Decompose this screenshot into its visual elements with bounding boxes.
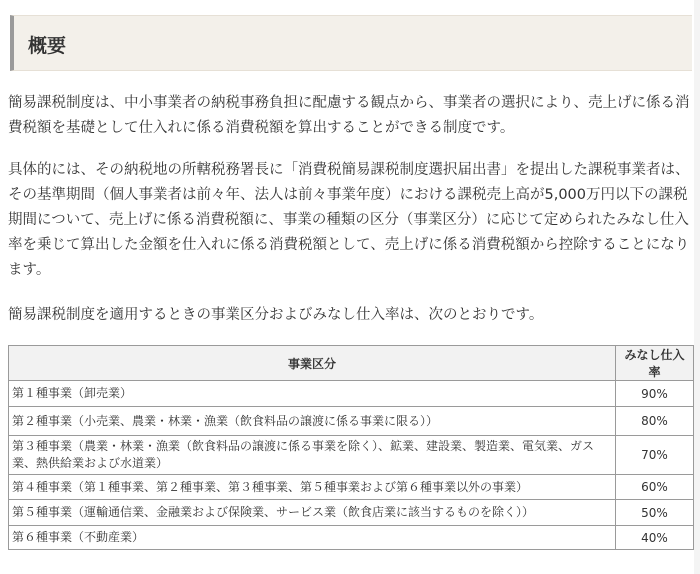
section-title: 概要 [28, 35, 67, 57]
rate-cell: 70% [616, 436, 694, 475]
table-lead-paragraph: 簡易課税制度を適用するときの事業区分およびみなし仕入率は、次のとおりです。 [8, 307, 544, 323]
header-rate: みなし仕入率 [616, 346, 694, 381]
table-row [9, 526, 694, 550]
business-category-table [8, 345, 694, 550]
table-row [9, 500, 694, 526]
rate-cell: 40% [616, 526, 694, 550]
rate-cell: 50% [616, 500, 694, 526]
section-heading [10, 15, 692, 71]
intro-paragraph: 簡易課税制度は、中小事業者の納税事務負担に配慮する観点から、事業者の選択により、売上げに係る消費税額を基礎として仕入れに係る消費税額を算出することができる制度です。 [8, 95, 690, 136]
category-cell: 第３種事業（農業・林業・漁業（飲食料品の譲渡に係る事業を除く）、鉱業、建設業、製造業、電気業、ガス業、熱供給業および水道業） [9, 436, 616, 475]
table-header-row [9, 346, 694, 381]
category-cell: 第４種事業（第１種事業、第２種事業、第３種事業、第５種事業および第６種事業以外の事業） [9, 475, 616, 500]
rate-cell: 60% [616, 475, 694, 500]
table-row [9, 436, 694, 475]
category-cell: 第６種事業（不動産業） [9, 526, 616, 550]
table-row [9, 407, 694, 436]
scrollbar[interactable] [694, 0, 700, 574]
rate-cell: 80% [616, 407, 694, 436]
category-cell: 第２種事業（小売業、農業・林業・漁業（飲食料品の譲渡に係る事業に限る）） [9, 407, 616, 436]
header-category: 事業区分 [9, 346, 616, 381]
rate-cell: 90% [616, 381, 694, 407]
table-row [9, 381, 694, 407]
detail-paragraph: 具体的には、その納税地の所轄税務署長に「消費税簡易課税制度選択届出書」を提出した課税事業者は、その基準期間（個人事業者は前々年、法人は前々事業年度）における課税売上高が5,000万円以下の課税期間について、売上げに係る消費税額に、事業の種類の区分（事業区分）に応じて定められたみなし仕入率を乗じて算出した金額を仕入れに係る消費税額として、売上げに係る消費税額から控除することになります。 [8, 162, 690, 278]
category-cell: 第１種事業（卸売業） [9, 381, 616, 407]
category-cell: 第５種事業（運輸通信業、金融業および保険業、サービス業（飲食店業に該当するものを除く）） [9, 500, 616, 526]
table-row [9, 475, 694, 500]
